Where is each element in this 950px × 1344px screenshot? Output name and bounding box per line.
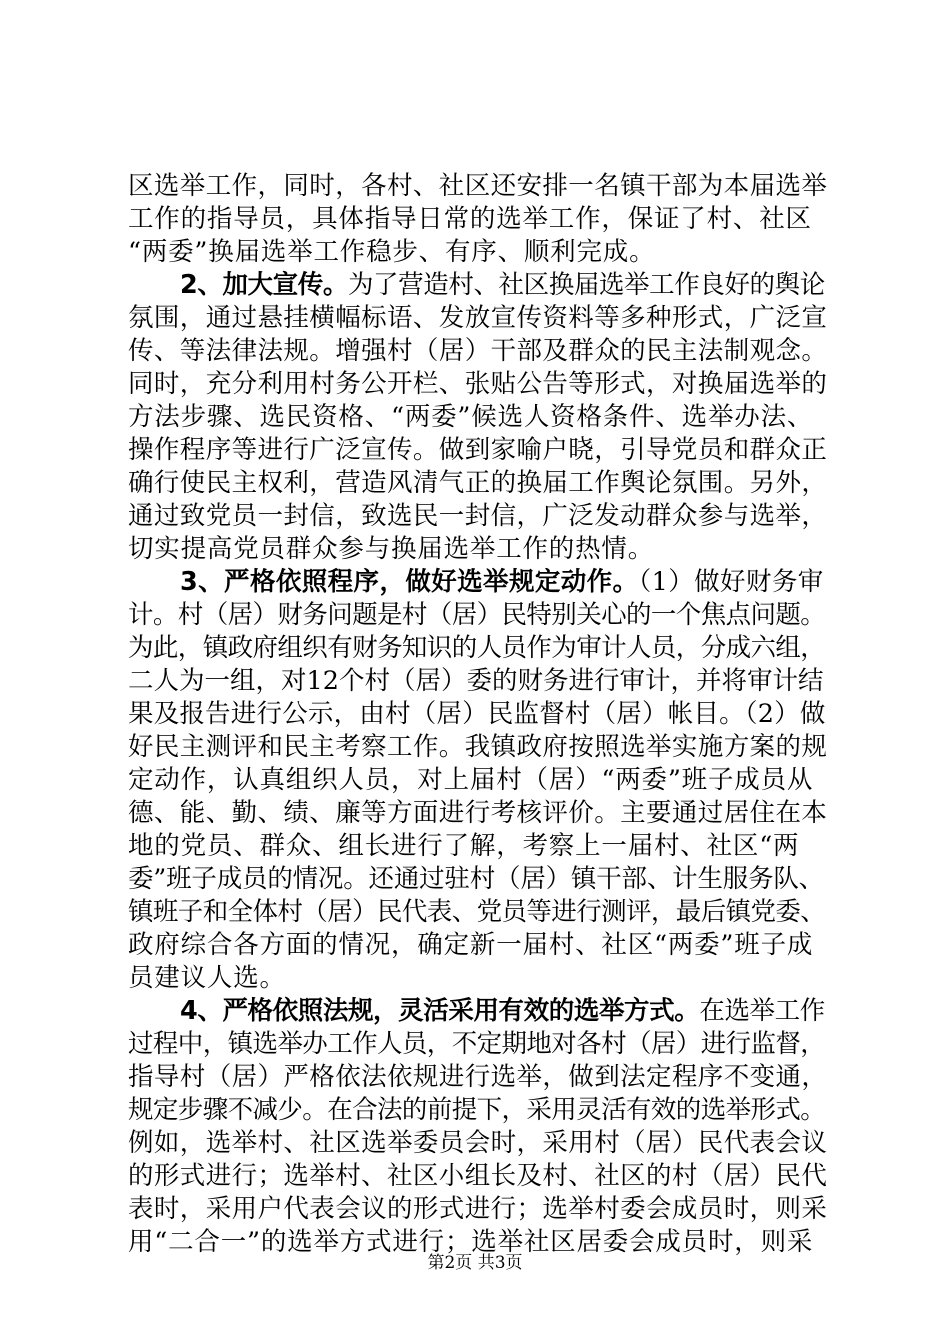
text-line: 计。村（居）财务问题是村（居）民特别关心的一个焦点问题。: [128, 600, 826, 630]
text-line: 工作的指导员，具体指导日常的选举工作，保证了村、社区: [128, 204, 812, 234]
paragraph-first-line: [128, 269, 828, 302]
text-line: 的形式进行；选举村、社区小组长及村、社区的村（居）民代: [128, 1161, 828, 1191]
text-line: 确行使民主权利，营造风清气正的换届工作舆论氛围。另外，: [128, 468, 828, 498]
text-line: 德、能、勤、绩、廉等方面进行考核评价。主要通过居住在本: [128, 798, 828, 828]
text-line: 表时，采用户代表会议的形式进行；选举村委会成员时，则采: [128, 1194, 828, 1224]
text-line: 通过致党员一封信，致选民一封信，广泛发动群众参与选举，: [128, 501, 828, 531]
section-heading: 2、加大宣传。: [180, 270, 348, 300]
text-line: 操作程序等进行广泛宣传。做到家喻户晓，引导党员和群众正: [128, 435, 828, 465]
text-line: 定动作，认真组织人员，对上届村（居）“两委”班子成员从: [128, 765, 814, 795]
text-line: 氛围，通过悬挂横幅标语、发放宣传资料等多种形式，广泛宣: [128, 303, 828, 333]
text-line: “两委”换届选举工作稳步、有序、顺利完成。: [128, 237, 656, 267]
page-footer: [0, 1248, 950, 1273]
page-number-label: 第2页 共3页: [427, 1253, 523, 1273]
text-line: 为此，镇政府组织有财务知识的人员作为审计人员，分成六组，: [128, 633, 826, 663]
text-line: 区选举工作，同时，各村、社区还安排一名镇干部为本届选举: [128, 171, 828, 201]
text-line: 指导村（居）严格依法依规进行选举，做到法定程序不变通，: [128, 1062, 828, 1092]
text-line: 好民主测评和民主考察工作。我镇政府按照选举实施方案的规: [128, 732, 828, 762]
text-line: 二人为一组，对12个村（居）委的财务进行审计，并将审计结: [128, 666, 824, 696]
text-line: 过程中，镇选举办工作人员，不定期地对各村（居）进行监督，: [128, 1029, 826, 1059]
paragraph-first-line: [128, 995, 828, 1028]
document-body: [128, 170, 828, 1259]
text-run: 在选举工作: [699, 996, 825, 1026]
paragraph-first-line: [128, 566, 828, 599]
text-line: 切实提高党员群众参与换届选举工作的热情。: [128, 534, 655, 564]
section-heading: 4、严格依照法规，灵活采用有效的选举方式。: [180, 996, 700, 1026]
text-run: （1）做好财务审: [638, 567, 824, 597]
text-line: 例如，选举村、社区选举委员会时，采用村（居）民代表会议: [128, 1128, 828, 1158]
text-line: 同时，充分利用村务公开栏、张贴公告等形式，对换届选举的: [128, 369, 828, 399]
text-line: 方法步骤、选民资格、“两委”候选人资格条件、选举办法、: [128, 402, 814, 432]
text-line: 镇班子和全体村（居）民代表、党员等进行测评，最后镇党委、: [128, 897, 826, 927]
text-line: 政府综合各方面的情况，确定新一届村、社区“两委”班子成: [128, 930, 814, 960]
text-line: 规定步骤不减少。在合法的前提下，采用灵活有效的选举形式。: [128, 1095, 826, 1125]
text-line: 果及报告进行公示，由村（居）民监督村（居）帐目。（2）做: [128, 699, 826, 729]
text-line: 委”班子成员的情况。还通过驻村（居）镇干部、计生服务队、: [128, 864, 824, 894]
section-heading: 3、严格依照程序，做好选举规定动作。: [180, 567, 639, 597]
text-line: 地的党员、群众、组长进行了解，考察上一届村、社区“两: [128, 831, 800, 861]
text-line: 传、等法律法规。增强村（居）干部及群众的民主法制观念。: [128, 336, 828, 366]
text-line: 用“二合一”的选举方式进行；选举社区居委会成员时，则采: [128, 1227, 814, 1257]
text-run: 为了营造村、社区换届选举工作良好的舆论: [347, 270, 825, 300]
text-line: 员建议人选。: [128, 963, 286, 993]
